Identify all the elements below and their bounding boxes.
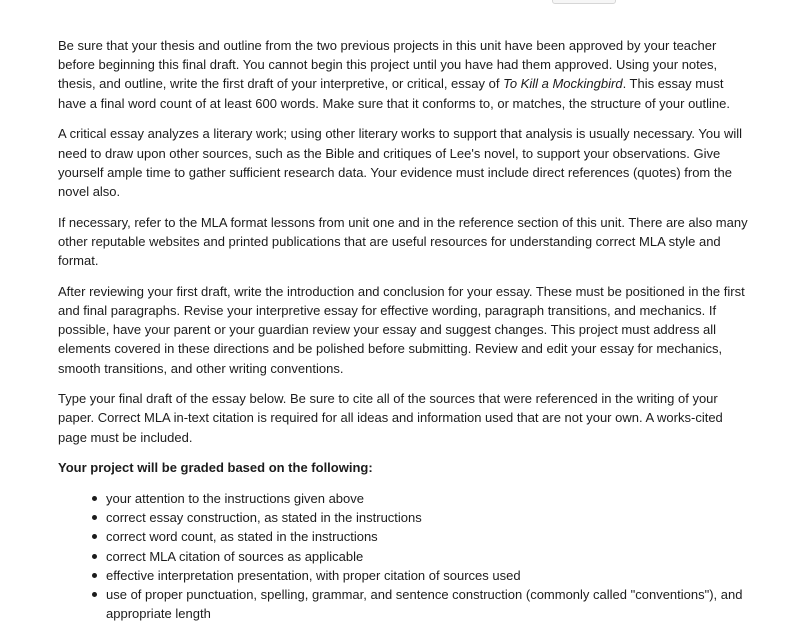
novel-title: To Kill a Mockingbird — [503, 76, 623, 92]
grading-criteria-item: use of proper punctuation, spelling, grammar, and sentence construction (commonly called "conventions"), and appropriate length — [106, 585, 748, 623]
instruction-paragraph-5: Type your final draft of the essay below. Be sure to cite all of the sources that were referenced in the writing of your paper. Correct MLA in-text citation is required for all ideas and information used that are not your own. A works-cited page must be included. — [58, 391, 723, 445]
top-tab-edge — [552, 0, 616, 4]
instruction-paragraph-4: After reviewing your first draft, write the introduction and conclusion for your essay. These must be positioned in the first and final paragraphs. Revise your interpretive essay for effective wording, paragraph transitions, and mechanics. If possible, have your parent or your guardian review your essay and suggest changes. This project must address all elements covered in these directions and be polished before submitting. Review and edit your essay for mechanics, smooth transitions, and other writing conventions. — [58, 283, 745, 376]
instruction-paragraph-3: If necessary, refer to the MLA format lessons from unit one and in the reference section of this unit. There are also many other reputable websites and printed publications that are useful resources for understanding correct MLA style and format. — [58, 214, 748, 269]
instruction-paragraph-1-start: Be sure that your thesis and outline from the two previous projects in this unit have been approved by your teacher before beginning this final draft. You cannot begin this project until you have had them approved. Using your notes, thesis, and outline, write the first draft of your interpretive, or critical, essay of — [58, 38, 718, 92]
grading-criteria-item: effective interpretation presentation, with proper citation of sources used — [106, 566, 748, 585]
grading-criteria-item: correct word count, as stated in the instructions — [106, 527, 748, 546]
grading-criteria-heading: Your project will be graded based on the following: — [58, 460, 373, 476]
instruction-paragraph-1 — [58, 36, 748, 113]
grading-criteria-item: correct essay construction, as stated in the instructions — [106, 508, 748, 527]
grading-criteria-item: your attention to the instructions given above — [106, 489, 748, 508]
grading-criteria-list — [58, 489, 748, 623]
instruction-paragraph-1-end: . This essay must have a final word count of at least 600 words. Make sure that it conforms to, or matches, the structure of your outline. — [58, 76, 731, 111]
assignment-instructions — [58, 36, 748, 623]
grading-criteria-item: correct MLA citation of sources as applicable — [106, 547, 748, 566]
instruction-paragraph-2: A critical essay analyzes a literary work; using other literary works to support that analysis is usually necessary. You will need to draw upon other sources, such as the Bible and critiques of Lee's novel, to support your observations. Give yourself ample time to gather sufficient research data. Your evidence must include direct references (quotes) from the novel also. — [58, 126, 742, 199]
